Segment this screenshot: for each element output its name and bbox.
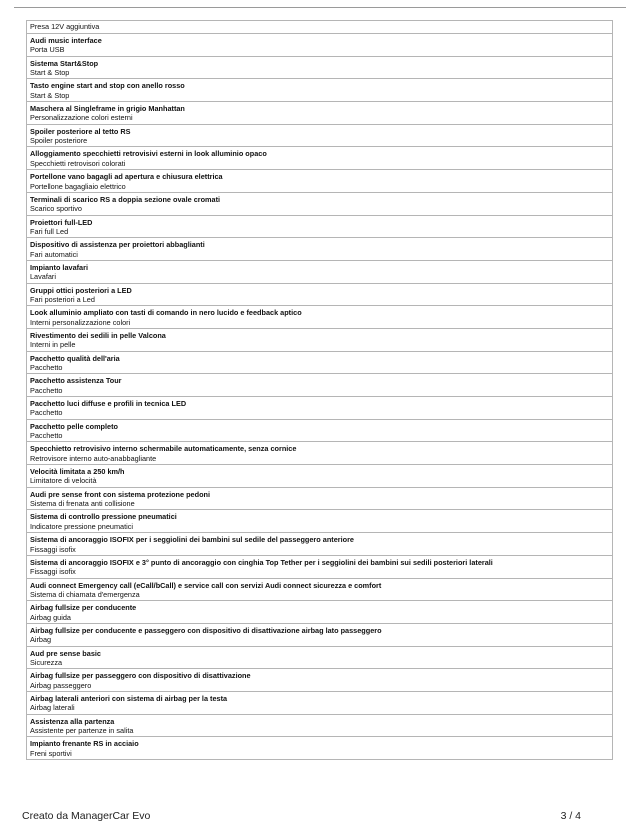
equipment-subtitle: Limitatore di velocità [30, 476, 97, 486]
equipment-subtitle: Start & Stop [30, 90, 70, 100]
equipment-subtitle: Fari automatici [30, 249, 78, 259]
equipment-title: Proiettori full-LED [30, 217, 93, 227]
equipment-title: Specchietto retrovisivo interno schermabile automaticamente, senza cornice [30, 444, 297, 454]
equipment-subtitle: Pacchetto [30, 363, 63, 373]
equipment-title: Aud pre sense basic [30, 648, 101, 658]
page-number: 3 / 4 [560, 810, 581, 822]
equipment-subtitle: Sicurezza [30, 657, 63, 667]
equipment-title: Dispositivo di assistenza per proiettori abbaglianti [30, 240, 205, 250]
equipment-subtitle: Personalizzazione colori esterni [30, 113, 133, 123]
equipment-subtitle: Start & Stop [30, 68, 70, 78]
equipment-subtitle: Lavafari [30, 272, 56, 282]
equipment-subtitle: Scarico sportivo [30, 204, 82, 214]
equipment-title: Audi music interface [30, 36, 102, 45]
equipment-row [27, 260, 612, 283]
equipment-row [27, 328, 612, 351]
equipment-subtitle: Airbag [30, 635, 52, 645]
equipment-subtitle: Fissaggi isofix [30, 544, 76, 554]
equipment-row [27, 464, 612, 487]
equipment-list [26, 20, 613, 760]
equipment-title: Sistema di ancoraggio ISOFIX per i seggiolini dei bambini sul sedile del passeggero anteriore [30, 535, 354, 545]
equipment-row [27, 33, 612, 56]
equipment-row [27, 487, 612, 510]
equipment-row [27, 146, 612, 169]
equipment-title: Rivestimento dei sedili in pelle Valcona [30, 330, 166, 340]
equipment-row [27, 305, 612, 328]
equipment-subtitle: Assistente per partenze in salita [30, 726, 134, 736]
equipment-subtitle: Interni in pelle [30, 340, 76, 350]
equipment-title: Pacchetto luci diffuse e profili in tecnica LED [30, 399, 187, 408]
equipment-title: Sistema di controllo pressione pneumatici [30, 512, 177, 522]
equipment-row [27, 600, 612, 623]
equipment-title: Airbag fullsize per conducente e passeggero con dispositivo di disattivazione airbag lato passeggero [30, 625, 382, 635]
equipment-row [27, 192, 612, 215]
equipment-title: Sistema Start&Stop [30, 58, 99, 68]
top-rule [14, 7, 626, 8]
equipment-subtitle: Pacchetto [30, 408, 63, 418]
equipment-title: Pacchetto pelle completo [30, 421, 118, 431]
equipment-subtitle: Porta USB [30, 45, 65, 55]
equipment-subtitle: Freni sportivi [30, 748, 72, 758]
equipment-subtitle: Pacchetto [30, 385, 63, 395]
equipment-row [27, 169, 612, 192]
equipment-row [27, 578, 612, 601]
footer-creator: Creato da ManagerCar Evo [22, 810, 151, 822]
equipment-subtitle: Fari posteriori a Led [30, 294, 95, 304]
equipment-title: Airbag fullsize per passeggero con dispositivo di disattivazione [30, 671, 251, 681]
equipment-title: Alloggiamento specchietti retrovisivi esterni in look alluminio opaco [30, 149, 267, 159]
equipment-subtitle: Fari full Led [30, 226, 69, 236]
equipment-title: Pacchetto assistenza Tour [30, 376, 122, 386]
equipment-title: Sistema di ancoraggio ISOFIX e 3° punto di ancoraggio con cinghia Top Tether per i seggiolini dei bambini sui sedili posteriori laterali [30, 557, 493, 567]
equipment-title: Audi connect Emergency call (eCall/bCall) e service call con servizi Audi connect sicurezza e comfort [30, 580, 382, 590]
equipment-row [27, 623, 612, 646]
equipment-subtitle: Airbag guida [30, 612, 71, 622]
equipment-row [27, 124, 612, 147]
equipment-title: Audi pre sense front con sistema protezione pedoni [30, 489, 211, 499]
equipment-title: Impianto lavafari [30, 262, 88, 272]
equipment-subtitle: Indicatore pressione pneumatici [30, 521, 134, 531]
equipment-row [27, 351, 612, 374]
equipment-row [27, 555, 612, 578]
equipment-title: Portellone vano bagagli ad apertura e chiusura elettrica [30, 172, 223, 182]
equipment-row [27, 283, 612, 306]
equipment-title: Pacchetto qualità dell'aria [30, 353, 120, 363]
equipment-row [27, 56, 612, 79]
equipment-title: Tasto engine start and stop con anello rosso [30, 81, 185, 91]
equipment-subtitle: Airbag laterali [30, 703, 75, 713]
equipment-title: Velocità limitata a 250 km/h [30, 467, 125, 477]
equipment-row [27, 101, 612, 124]
equipment-row [27, 668, 612, 691]
equipment-row [27, 20, 612, 33]
equipment-title: Impianto frenante RS in acciaio [30, 739, 139, 749]
equipment-row [27, 215, 612, 238]
equipment-subtitle: Airbag passeggero [30, 680, 92, 690]
equipment-subtitle: Sistema di frenata anti collisione [30, 499, 135, 509]
equipment-title: Airbag laterali anteriori con sistema di airbag per la testa [30, 693, 228, 703]
equipment-row [27, 237, 612, 260]
equipment-row [27, 509, 612, 532]
equipment-subtitle: Pacchetto [30, 431, 63, 441]
equipment-row [27, 646, 612, 669]
equipment-subtitle: Fissaggi isofix [30, 567, 76, 577]
equipment-title: Gruppi ottici posteriori a LED [30, 285, 132, 295]
equipment-title: Spoiler posteriore al tetto RS [30, 126, 131, 136]
equipment-title: Maschera al Singleframe in grigio Manhattan [30, 104, 185, 114]
equipment-row [27, 396, 612, 419]
equipment-title: Terminali di scarico RS a doppia sezione ovale cromati [30, 194, 221, 204]
equipment-row [27, 441, 612, 464]
equipment-row [27, 714, 612, 737]
equipment-row [27, 419, 612, 442]
equipment-title: Look alluminio ampliato con tasti di comando in nero lucido e feedback aptico [30, 308, 302, 318]
equipment-row [27, 78, 612, 101]
equipment-row [27, 373, 612, 396]
equipment-subtitle: Presa 12V aggiuntiva [30, 22, 100, 31]
equipment-subtitle: Specchietti retrovisori colorati [30, 158, 126, 168]
equipment-row [27, 736, 612, 759]
equipment-subtitle: Portellone bagagliaio elettrico [30, 181, 126, 191]
equipment-subtitle: Spoiler posteriore [30, 136, 88, 146]
equipment-title: Assistenza alla partenza [30, 716, 115, 726]
equipment-row [27, 532, 612, 555]
equipment-title: Airbag fullsize per conducente [30, 603, 137, 613]
equipment-subtitle: Sistema di chiamata d'emergenza [30, 589, 140, 599]
equipment-subtitle: Interni personalizzazione colori [30, 317, 131, 327]
equipment-row [27, 691, 612, 714]
equipment-subtitle: Retrovisore interno auto-anabbagliante [30, 453, 157, 463]
